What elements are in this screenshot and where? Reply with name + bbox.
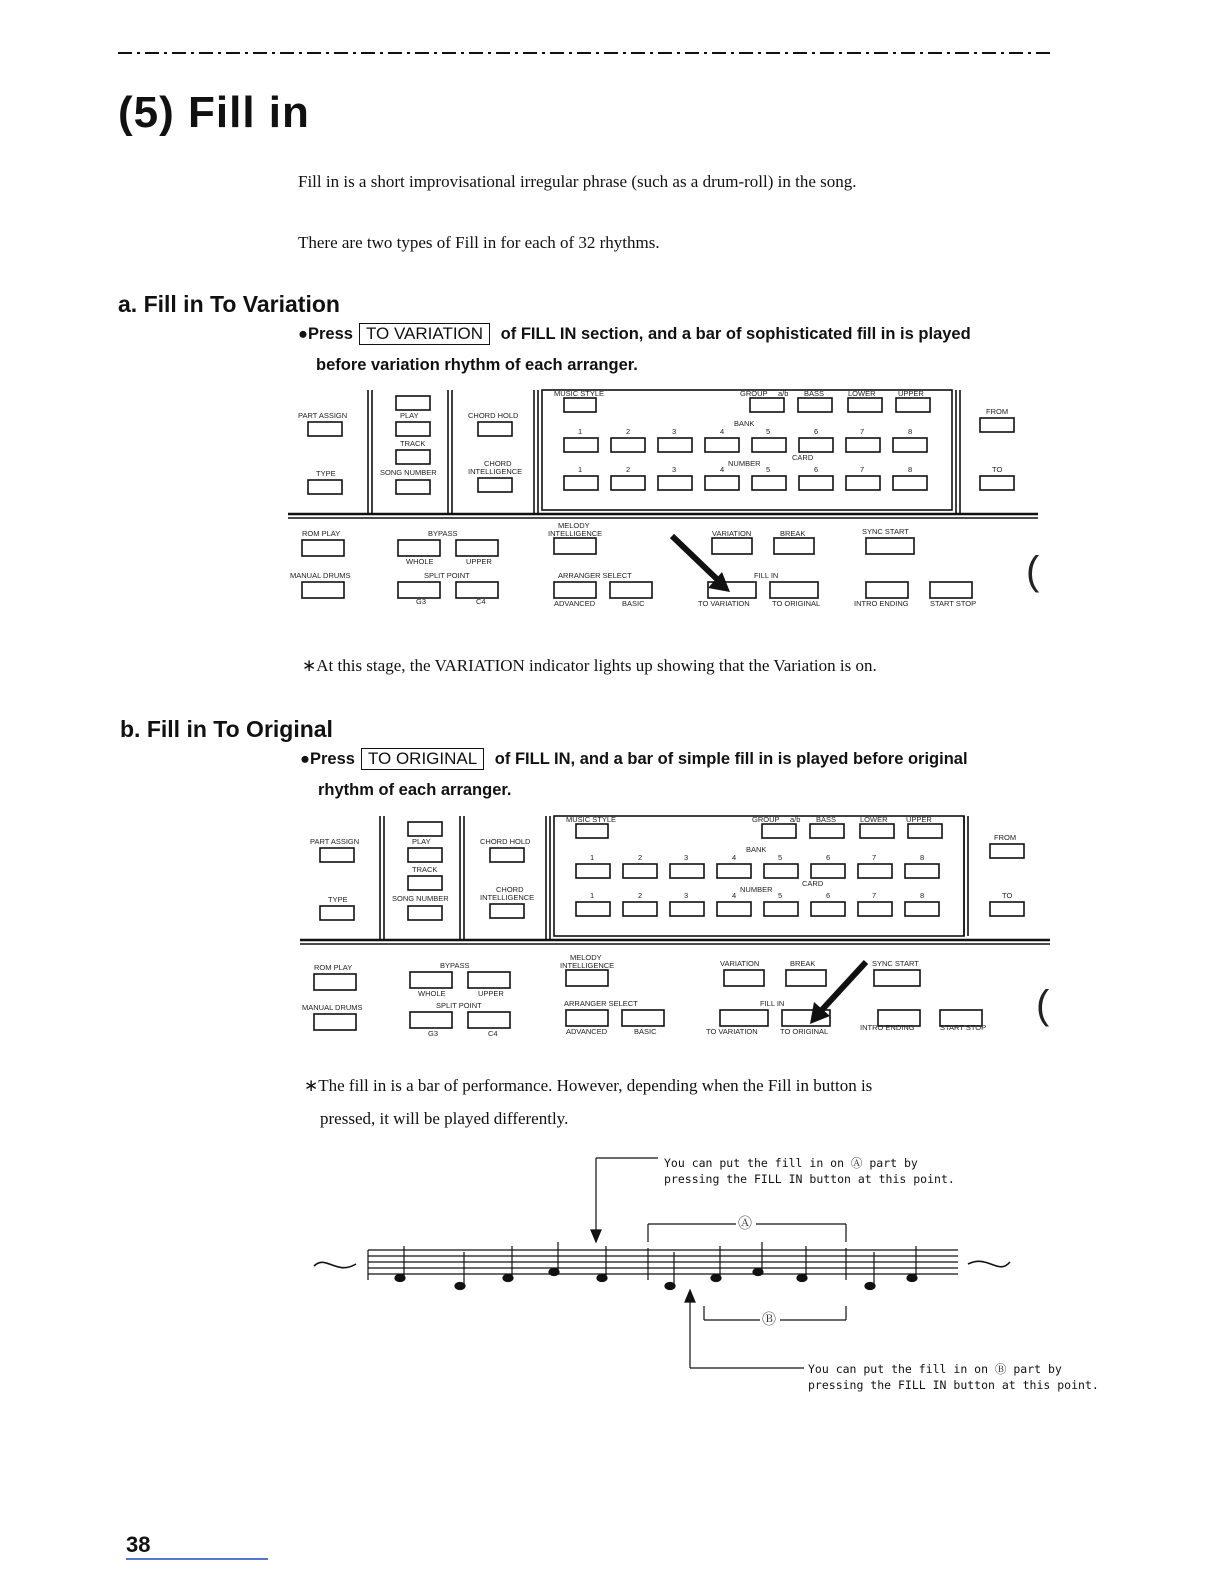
label-song-number: SONG NUMBER	[380, 468, 437, 477]
svg-text:5: 5	[766, 427, 771, 436]
label-to-original: TO ORIGINAL	[772, 599, 821, 608]
svg-text:8: 8	[908, 465, 913, 474]
svg-text:3: 3	[684, 853, 689, 862]
label-type: TYPE	[316, 469, 336, 478]
label-manual-drums: MANUAL DRUMS	[302, 1003, 363, 1012]
label-bank: BANK	[734, 419, 755, 428]
label-g3: G3	[416, 597, 427, 606]
pointer-arrow-icon	[820, 962, 866, 1012]
svg-text:7: 7	[872, 853, 877, 862]
label-rom-play: ROM PLAY	[314, 963, 353, 972]
svg-text:3: 3	[672, 427, 677, 436]
label-manual-drums: MANUAL DRUMS	[290, 571, 351, 580]
svg-text:5: 5	[778, 891, 783, 900]
svg-text:6: 6	[814, 465, 819, 474]
label-track: TRACK	[400, 439, 426, 448]
intro-line-2: There are two types of Fill in for each of 32 rhythms.	[298, 233, 660, 252]
label-ab: a/b	[778, 389, 789, 398]
label-bypass: BYPASS	[428, 529, 458, 538]
svg-text:(: (	[1036, 983, 1050, 1027]
svg-text:(: (	[1026, 549, 1040, 593]
label-lower: LOWER	[848, 389, 876, 398]
label-ab: a/b	[790, 815, 801, 824]
label-rom-play: ROM PLAY	[302, 529, 341, 538]
label-sync-start: SYNC START	[862, 527, 909, 536]
section-b-instruction-2: rhythm of each arranger.	[318, 781, 512, 799]
label-intelligence: INTELLIGENCE	[480, 893, 535, 902]
label-group: GROUP	[740, 389, 768, 398]
svg-text:1: 1	[578, 465, 583, 474]
svg-text:5: 5	[766, 465, 771, 474]
top-decorative-rule	[118, 48, 1053, 58]
label-sync-start: SYNC START	[872, 959, 919, 968]
label-number: NUMBER	[728, 459, 761, 468]
svg-text:3: 3	[684, 891, 689, 900]
page-title: (5) Fill in	[118, 88, 310, 137]
label-upper: UPPER	[898, 389, 924, 398]
to-original-key-label: TO ORIGINAL	[361, 748, 484, 770]
svg-text:1: 1	[578, 427, 583, 436]
svg-text:5: 5	[778, 853, 783, 862]
label-intelligence: INTELLIGENCE	[468, 467, 523, 476]
svg-text:6: 6	[826, 853, 831, 862]
label-from: FROM	[986, 407, 1009, 416]
label-variation: VARIATION	[712, 529, 752, 538]
label-bank: BANK	[746, 845, 767, 854]
label-split-point: SPLIT POINT	[436, 1001, 482, 1010]
intro-line-1: Fill in is a short improvisational irregular phrase (such as a drum-roll) in the song.	[298, 172, 857, 191]
section-a-instruction-2: before variation rhythm of each arranger.	[316, 356, 638, 374]
svg-text:6: 6	[826, 891, 831, 900]
label-card: CARD	[792, 453, 814, 462]
svg-text:2: 2	[626, 465, 631, 474]
score-note-b: You can put the fill in on Ⓑ part by pressing the FILL IN button at this point.	[808, 1362, 1099, 1392]
label-from: FROM	[994, 833, 1017, 842]
label-upper-2: UPPER	[478, 989, 504, 998]
page-number: 38	[126, 1532, 151, 1557]
label-to-original: TO ORIGINAL	[780, 1027, 829, 1036]
svg-text:3: 3	[672, 465, 677, 474]
label-bypass: BYPASS	[440, 961, 470, 970]
label-break: BREAK	[780, 529, 806, 538]
label-upper-2: UPPER	[466, 557, 492, 566]
section-b-note-1: ∗The fill in is a bar of performance. However, depending when the Fill in button is	[304, 1076, 873, 1095]
label-melody-intelligence: INTELLIGENCE	[560, 961, 615, 970]
label-bass: BASS	[804, 389, 825, 398]
section-a-instruction: ●Press TO VARIATION of FILL IN section, and a bar of sophisticated fill in is played	[298, 324, 971, 343]
label-card: CARD	[802, 879, 824, 888]
label-chord-hold: CHORD HOLD	[480, 837, 531, 846]
label-break: BREAK	[790, 959, 816, 968]
section-b-heading: b. Fill in To Original	[120, 716, 333, 742]
label-bass: BASS	[816, 815, 837, 824]
label-c4: C4	[488, 1029, 498, 1038]
label-to-variation: TO VARIATION	[706, 1027, 758, 1036]
section-a-heading: a. Fill in To Variation	[118, 291, 340, 317]
label-track: TRACK	[412, 865, 438, 874]
svg-text:1: 1	[590, 891, 595, 900]
svg-text:7: 7	[860, 465, 865, 474]
svg-text:8: 8	[908, 427, 913, 436]
label-melody-intelligence: INTELLIGENCE	[548, 529, 603, 538]
label-arranger-select: ARRANGER SELECT	[558, 571, 632, 580]
svg-text:7: 7	[860, 427, 865, 436]
section-b-instruction: ●Press TO ORIGINAL of FILL IN, and a bar of simple fill in is played before original	[300, 749, 968, 768]
svg-text:4: 4	[732, 891, 737, 900]
label-melody: MELODY	[558, 521, 590, 530]
svg-text:8: 8	[920, 853, 925, 862]
label-chord: CHORD	[484, 459, 512, 468]
label-part-assign: PART ASSIGN	[310, 837, 360, 846]
label-to: TO	[1002, 891, 1013, 900]
to-variation-key-label: TO VARIATION	[359, 323, 490, 345]
label-whole: WHOLE	[406, 557, 434, 566]
label-music-style: MUSIC STYLE	[554, 389, 605, 398]
label-variation: VARIATION	[720, 959, 760, 968]
label-number: NUMBER	[740, 885, 773, 894]
label-part-b: Ⓑ	[762, 1311, 776, 1327]
label-intro-ending: INTRO ENDING	[854, 599, 909, 608]
bullet-icon: ●	[300, 750, 310, 768]
score-note-a: You can put the fill in on Ⓐ part by pressing the FILL IN button at this point.	[664, 1156, 955, 1186]
label-play: PLAY	[400, 411, 419, 420]
svg-text:2: 2	[626, 427, 631, 436]
bullet-icon: ●	[298, 325, 308, 343]
label-fill-in: FILL IN	[754, 571, 779, 580]
label-advanced: ADVANCED	[554, 599, 596, 608]
label-basic: BASIC	[622, 599, 645, 608]
label-music-style: MUSIC STYLE	[566, 815, 617, 824]
label-part-a: Ⓐ	[738, 1215, 752, 1231]
label-upper: UPPER	[906, 815, 932, 824]
label-to-variation: TO VARIATION	[698, 599, 750, 608]
label-lower: LOWER	[860, 815, 888, 824]
label-start-stop: START STOP	[930, 599, 977, 608]
label-song-number: SONG NUMBER	[392, 894, 449, 903]
label-part-assign: PART ASSIGN	[298, 411, 348, 420]
label-type: TYPE	[328, 895, 348, 904]
panel-diagram-b	[300, 814, 1052, 1046]
label-group: GROUP	[752, 815, 780, 824]
label-start-stop: START STOP	[940, 1023, 987, 1032]
score-notes	[395, 1242, 917, 1290]
label-advanced: ADVANCED	[566, 1027, 608, 1036]
label-intro-ending: INTRO ENDING	[860, 1023, 915, 1032]
svg-text:7: 7	[872, 891, 877, 900]
section-a-note: ∗At this stage, the VARIATION indicator lights up showing that the Variation is on.	[302, 656, 877, 675]
label-whole: WHOLE	[418, 989, 446, 998]
svg-text:8: 8	[920, 891, 925, 900]
svg-text:4: 4	[720, 465, 725, 474]
label-split-point: SPLIT POINT	[424, 571, 470, 580]
label-basic: BASIC	[634, 1027, 657, 1036]
label-chord: CHORD	[496, 885, 524, 894]
svg-text:2: 2	[638, 853, 643, 862]
label-chord-hold: CHORD HOLD	[468, 411, 519, 420]
label-g3: G3	[428, 1029, 439, 1038]
label-c4: C4	[476, 597, 486, 606]
section-b-note-2: pressed, it will be played differently.	[320, 1109, 569, 1128]
svg-text:1: 1	[590, 853, 595, 862]
footer-rule	[126, 1558, 268, 1560]
svg-text:4: 4	[732, 853, 737, 862]
svg-text:4: 4	[720, 427, 725, 436]
svg-text:2: 2	[638, 891, 643, 900]
label-play: PLAY	[412, 837, 431, 846]
label-arranger-select: ARRANGER SELECT	[564, 999, 638, 1008]
label-melody: MELODY	[570, 953, 602, 962]
label-fill-in: FILL IN	[760, 999, 785, 1008]
panel-diagram-a	[288, 388, 1040, 620]
label-to: TO	[992, 465, 1003, 474]
svg-text:6: 6	[814, 427, 819, 436]
